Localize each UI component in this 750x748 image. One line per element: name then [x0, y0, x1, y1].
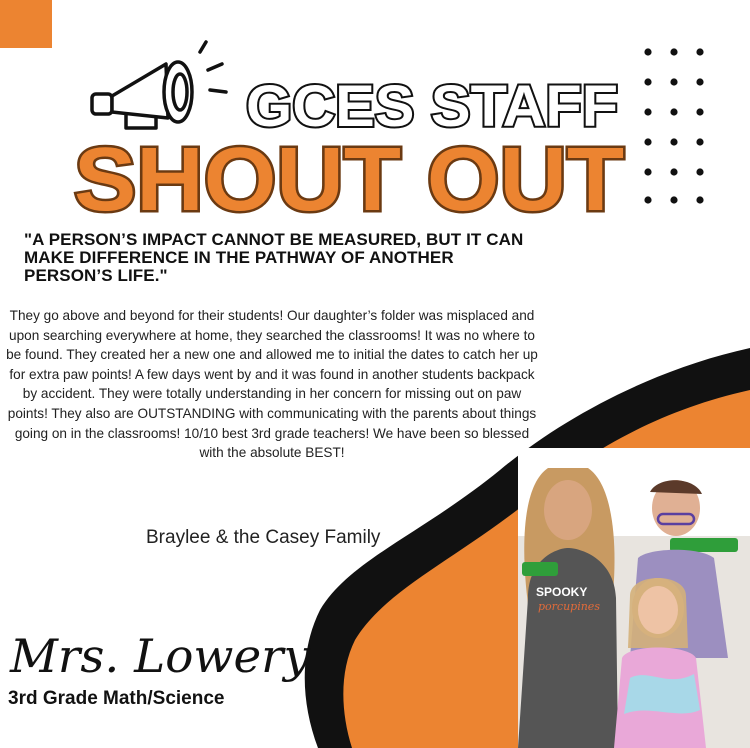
teacher-signature [8, 618, 328, 688]
message-text: They go above and beyond for their students! Our daughter’s folder was misplaced and upon searching everywhere at home, they searched the classrooms! It was no where to be found. They created her a new one and allowed me to initial the dates to catch her up for extra paw points! A few days went by and it was found in another students backpack by accident. They were totally understanding in her concern for missing out on paw points! They also are OUTSTANDING with communicating with the parents about things going on in the classrooms! 10/10 best 3rd grade teachers! We have been so blessed with the absolute BEST! [6, 308, 538, 461]
svg-text:SPOOKY: SPOOKY [536, 585, 588, 599]
svg-text:Mrs. Lowery: Mrs. Lowery [8, 629, 312, 683]
quote-text: "A PERSON’S IMPACT CANNOT BE MEASURED, BUT IT CAN MAKE DIFFERENCE IN THE PATHWAY OF ANOTHER PERSON’S LIFE." [24, 230, 524, 285]
teacher-subject: 3rd Grade Math/Science [8, 688, 225, 709]
svg-text:SHOUT OUT: SHOUT OUT [74, 132, 625, 218]
svg-text:porcupines: porcupines [538, 600, 600, 613]
signoff-text: Braylee & the Casey Family [146, 527, 381, 548]
svg-text:GCES STAFF: GCES STAFF [246, 74, 618, 136]
teachers-photo [518, 448, 750, 748]
